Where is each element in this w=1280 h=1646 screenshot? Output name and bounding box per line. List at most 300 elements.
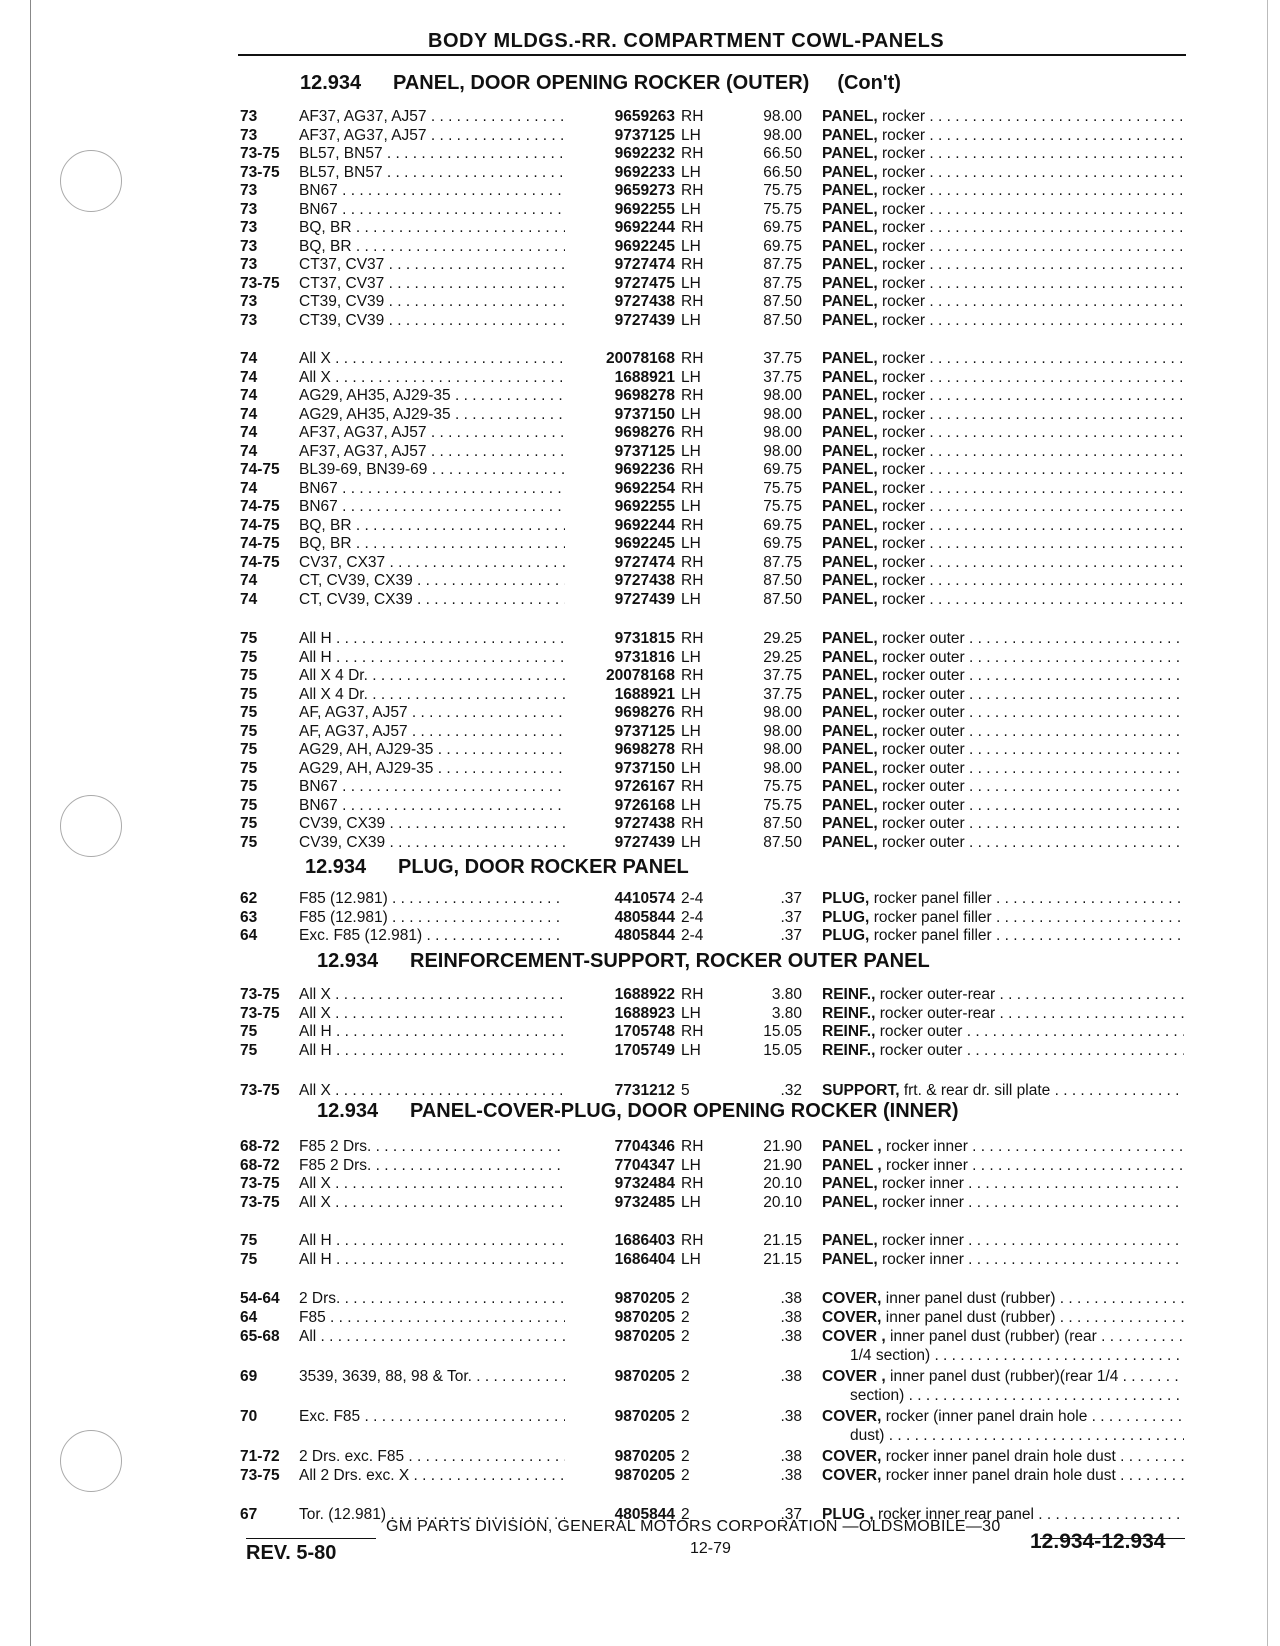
side-or-qty: LH	[681, 834, 701, 851]
part-detail-continued: dust) . . .	[850, 1427, 1184, 1445]
parts-row	[0, 554, 1280, 572]
model-codes-text: AG29, AH, AJ29-35	[299, 741, 434, 758]
part-number: 9692254	[614, 480, 675, 497]
model-year: 73-75	[240, 1194, 280, 1211]
model-codes	[299, 667, 565, 685]
part-detail: inner panel dust (rubber) (rear	[890, 1328, 1097, 1345]
part-name: PANEL,	[822, 369, 878, 386]
part-number: 1686403	[614, 1232, 675, 1249]
part-number: 9737150	[614, 406, 675, 423]
model-codes-text: CT39, CV39	[299, 293, 385, 310]
model-codes	[299, 1023, 565, 1041]
model-codes	[299, 1175, 565, 1193]
part-detail: rocker	[882, 480, 926, 497]
side-or-qty: 2	[681, 1328, 690, 1345]
part-detail: rocker	[882, 293, 926, 310]
list-price: 98.00	[763, 108, 802, 125]
parts-row	[0, 461, 1280, 479]
model-codes-text: AG29, AH35, AJ29-35	[299, 406, 451, 423]
parts-row	[0, 1467, 1280, 1485]
model-codes	[299, 572, 565, 590]
part-description	[822, 1290, 1184, 1308]
list-price: .37	[780, 927, 802, 944]
side-or-qty: LH	[681, 686, 701, 703]
part-detail: rocker inner	[882, 1232, 964, 1249]
part-name: PANEL,	[822, 1232, 878, 1249]
part-description	[822, 127, 1184, 145]
model-codes-text: AF37, AG37, AJ57	[299, 127, 427, 144]
model-codes	[299, 108, 565, 126]
part-name: COVER,	[822, 1408, 882, 1425]
list-price: 21.90	[763, 1157, 802, 1174]
part-number: 9698276	[614, 704, 675, 721]
model-codes-text: AF, AG37, AJ57	[299, 723, 408, 740]
parts-row	[0, 1082, 1280, 1100]
part-name: PANEL,	[822, 219, 878, 236]
part-number: 9870205	[614, 1368, 675, 1385]
parts-row	[0, 1157, 1280, 1175]
model-year: 75	[240, 778, 258, 795]
side-or-qty: LH	[681, 443, 701, 460]
parts-row	[0, 1194, 1280, 1212]
part-number: 9692245	[614, 238, 675, 255]
model-codes-text: BQ, BR	[299, 238, 352, 255]
part-number: 9659263	[614, 108, 675, 125]
parts-row	[0, 704, 1280, 722]
list-price: 87.50	[763, 312, 802, 329]
part-number: 1705748	[614, 1023, 675, 1040]
model-year: 73-75	[240, 1467, 280, 1484]
parts-row	[0, 498, 1280, 516]
parts-row	[0, 127, 1280, 145]
part-detail: rocker outer	[882, 797, 965, 814]
part-name: PLUG,	[822, 909, 870, 926]
part-detail: rocker	[882, 517, 926, 534]
list-price: 98.00	[763, 741, 802, 758]
part-name: COVER,	[822, 1309, 882, 1326]
part-description	[822, 1309, 1184, 1327]
side-or-qty: RH	[681, 480, 704, 497]
parts-row	[0, 1408, 1280, 1426]
model-codes-text: CT39, CV39	[299, 312, 385, 329]
part-detail: rocker	[882, 369, 926, 386]
list-price: .37	[780, 890, 802, 907]
part-description	[822, 406, 1184, 424]
model-codes	[299, 387, 565, 405]
side-or-qty: RH	[681, 741, 704, 758]
model-codes-text: AF, AG37, AJ57	[299, 704, 408, 721]
parts-row	[0, 927, 1280, 945]
part-number: 9692233	[614, 164, 675, 181]
list-price: 87.50	[763, 815, 802, 832]
model-codes-text: CT37, CV37	[299, 275, 385, 292]
part-description	[822, 890, 1184, 908]
part-description	[822, 815, 1184, 833]
list-price: .37	[780, 909, 802, 926]
part-detail: rocker inner	[886, 1138, 968, 1155]
model-codes-text: BN67	[299, 498, 338, 515]
parts-row	[0, 369, 1280, 387]
part-detail: rocker inner	[882, 1194, 964, 1211]
model-year: 75	[240, 760, 258, 777]
part-detail: rocker	[882, 387, 926, 404]
parts-row	[0, 686, 1280, 704]
parts-row	[0, 1042, 1280, 1060]
part-description	[822, 1368, 1184, 1386]
side-or-qty: 2-4	[681, 909, 704, 926]
part-description	[822, 1005, 1184, 1023]
part-name: PANEL,	[822, 256, 878, 273]
model-codes	[299, 498, 565, 516]
part-description	[822, 723, 1184, 741]
model-codes-text: AF37, AG37, AJ57	[299, 443, 427, 460]
parts-row	[0, 667, 1280, 685]
model-codes-text: BN67	[299, 182, 338, 199]
side-or-qty: RH	[681, 517, 704, 534]
list-price: 98.00	[763, 406, 802, 423]
model-year: 73-75	[240, 1005, 280, 1022]
list-price: .38	[780, 1408, 802, 1425]
model-year: 75	[240, 797, 258, 814]
model-year: 75	[240, 815, 258, 832]
part-name: PANEL,	[822, 498, 878, 515]
model-year: 74	[240, 591, 258, 608]
list-price: 75.75	[763, 182, 802, 199]
part-detail: rocker	[882, 275, 926, 292]
part-number: 9727439	[614, 591, 675, 608]
model-codes-text: BL57, BN57	[299, 145, 383, 162]
model-codes	[299, 424, 565, 442]
part-number: 9727439	[614, 312, 675, 329]
part-detail: rocker	[882, 256, 926, 273]
model-year: 75	[240, 630, 258, 647]
parts-row	[0, 723, 1280, 741]
part-description	[822, 369, 1184, 387]
list-price: 87.50	[763, 591, 802, 608]
part-detail: rocker inner	[886, 1157, 968, 1174]
model-codes-text: CV39, CX39	[299, 834, 386, 851]
model-codes-text: All X 4 Dr.	[299, 667, 368, 684]
list-price: 75.75	[763, 797, 802, 814]
model-year: 73	[240, 256, 258, 273]
part-description	[822, 201, 1184, 219]
model-year: 69	[240, 1368, 258, 1385]
model-year: 75	[240, 1023, 258, 1040]
parts-row	[0, 164, 1280, 182]
part-detail: rocker	[882, 219, 926, 236]
part-name: PANEL,	[822, 797, 878, 814]
model-year: 75	[240, 1042, 258, 1059]
side-or-qty: LH	[681, 312, 701, 329]
part-name: PANEL,	[822, 443, 878, 460]
part-number: 9870205	[614, 1309, 675, 1326]
part-name: PANEL,	[822, 164, 878, 181]
part-name: SUPPORT,	[822, 1082, 900, 1099]
part-description	[822, 1138, 1184, 1156]
part-detail: rocker inner panel drain hole dust	[885, 1467, 1116, 1484]
model-year: 73	[240, 182, 258, 199]
list-price: 98.00	[763, 704, 802, 721]
part-description	[822, 219, 1184, 237]
list-price: .37	[780, 1506, 802, 1523]
side-or-qty: RH	[681, 108, 704, 125]
part-detail: rocker	[882, 424, 926, 441]
model-codes	[299, 554, 565, 572]
part-detail: rocker	[882, 406, 926, 423]
parts-row	[0, 760, 1280, 778]
list-price: 20.10	[763, 1175, 802, 1192]
part-name: PANEL,	[822, 145, 878, 162]
list-price: 87.50	[763, 572, 802, 589]
model-year: 70	[240, 1408, 258, 1425]
section-number: 12.934	[305, 856, 367, 878]
part-number: 1686404	[614, 1251, 675, 1268]
part-description	[822, 741, 1184, 759]
model-codes-text: 2 Drs.	[299, 1290, 341, 1307]
part-detail: rocker outer	[879, 1042, 963, 1059]
part-name: PANEL ,	[822, 1157, 882, 1174]
model-year: 74	[240, 387, 258, 404]
part-name: PANEL,	[822, 517, 878, 534]
model-codes	[299, 1290, 565, 1308]
part-detail: rocker outer	[882, 649, 965, 666]
part-name: PANEL,	[822, 1175, 878, 1192]
part-name: PANEL,	[822, 630, 878, 647]
model-codes-text: All X	[299, 986, 331, 1003]
parts-row-continuation	[0, 1347, 1280, 1365]
part-detail: rocker outer-rear	[879, 1005, 996, 1022]
model-codes	[299, 927, 565, 945]
part-name: PANEL,	[822, 424, 878, 441]
part-description	[822, 554, 1184, 572]
part-description	[822, 443, 1184, 461]
parts-row	[0, 350, 1280, 368]
model-year: 75	[240, 649, 258, 666]
part-number: 1688921	[614, 686, 675, 703]
part-name: REINF.,	[822, 1005, 876, 1022]
model-codes	[299, 986, 565, 1004]
model-year: 64	[240, 927, 258, 944]
part-number: 9692244	[614, 219, 675, 236]
side-or-qty: LH	[681, 1251, 701, 1268]
list-price: 37.75	[763, 667, 802, 684]
list-price: 69.75	[763, 517, 802, 534]
list-price: 69.75	[763, 219, 802, 236]
model-year: 75	[240, 667, 258, 684]
part-name: COVER,	[822, 1290, 882, 1307]
part-number: 9737125	[614, 127, 675, 144]
side-or-qty: RH	[681, 815, 704, 832]
part-name: PANEL,	[822, 1251, 878, 1268]
side-or-qty: LH	[681, 723, 701, 740]
part-name: PANEL,	[822, 741, 878, 758]
part-description	[822, 591, 1184, 609]
part-detail: rocker outer	[882, 686, 965, 703]
part-name: PANEL,	[822, 238, 878, 255]
model-codes	[299, 1328, 565, 1346]
model-codes	[299, 127, 565, 145]
model-codes	[299, 630, 565, 648]
part-name: COVER ,	[822, 1368, 886, 1385]
section-heading	[317, 950, 930, 973]
parts-row	[0, 275, 1280, 293]
model-codes	[299, 517, 565, 535]
model-year: 75	[240, 1251, 258, 1268]
list-price: 87.50	[763, 293, 802, 310]
part-detail-continued: 1/4 section) . . .	[850, 1347, 1184, 1365]
parts-row	[0, 312, 1280, 330]
side-or-qty: 2	[681, 1290, 690, 1307]
part-number: 4805844	[614, 927, 675, 944]
part-description	[822, 517, 1184, 535]
model-codes	[299, 535, 565, 553]
section-suffix: (Con't)	[837, 72, 901, 94]
model-codes-text: BN67	[299, 480, 338, 497]
part-description	[822, 256, 1184, 274]
parts-row	[0, 182, 1280, 200]
part-description	[822, 649, 1184, 667]
footer-rule-left	[246, 1538, 376, 1539]
section-title-text: PANEL-COVER-PLUG, DOOR OPENING ROCKER (INNER)	[410, 1100, 959, 1122]
part-name: PANEL,	[822, 406, 878, 423]
model-codes	[299, 443, 565, 461]
part-number: 7731212	[614, 1082, 675, 1099]
part-number: 9737150	[614, 760, 675, 777]
model-codes-text: CV39, CX39	[299, 815, 386, 832]
list-price: 3.80	[771, 1005, 802, 1022]
part-name: PANEL,	[822, 686, 878, 703]
model-codes	[299, 1082, 565, 1100]
model-codes	[299, 256, 565, 274]
parts-row	[0, 387, 1280, 405]
model-codes	[299, 1309, 565, 1327]
side-or-qty: RH	[681, 256, 704, 273]
part-number: 9698278	[614, 387, 675, 404]
part-description	[822, 480, 1184, 498]
part-detail: rocker	[882, 312, 926, 329]
side-or-qty: RH	[681, 572, 704, 589]
page-header-title: BODY MLDGS.-RR. COMPARTMENT COWL-PANELS	[428, 30, 945, 52]
model-codes	[299, 201, 565, 219]
part-detail: rocker	[882, 572, 926, 589]
part-name: PANEL,	[822, 293, 878, 310]
parts-row	[0, 1328, 1280, 1346]
parts-row	[0, 443, 1280, 461]
part-number: 7704347	[614, 1157, 675, 1174]
part-name: PANEL,	[822, 275, 878, 292]
part-number: 9659273	[614, 182, 675, 199]
part-detail-continued: section) . . .	[850, 1387, 1184, 1405]
list-price: 69.75	[763, 238, 802, 255]
model-year: 74	[240, 406, 258, 423]
list-price: 98.00	[763, 723, 802, 740]
part-name: PANEL,	[822, 1194, 878, 1211]
model-codes	[299, 312, 565, 330]
side-or-qty: LH	[681, 127, 701, 144]
list-price: 69.75	[763, 461, 802, 478]
side-or-qty: LH	[681, 201, 701, 218]
model-codes	[299, 1408, 565, 1426]
model-codes	[299, 1157, 565, 1175]
list-price: 21.15	[763, 1232, 802, 1249]
side-or-qty: LH	[681, 535, 701, 552]
parts-row	[0, 108, 1280, 126]
parts-row	[0, 741, 1280, 759]
part-description	[822, 535, 1184, 553]
list-price: 75.75	[763, 201, 802, 218]
part-description	[822, 1082, 1184, 1100]
side-or-qty: LH	[681, 369, 701, 386]
footer-publisher: GM PARTS DIVISION, GENERAL MOTORS CORPORATION —OLDSMOBILE—30	[386, 1518, 1001, 1535]
side-or-qty: LH	[681, 164, 701, 181]
parts-row	[0, 256, 1280, 274]
model-year: 73-75	[240, 145, 280, 162]
part-number: 9732484	[614, 1175, 675, 1192]
part-description	[822, 312, 1184, 330]
side-or-qty: RH	[681, 145, 704, 162]
section-heading	[300, 72, 901, 95]
model-year: 74-75	[240, 554, 280, 571]
list-price: 15.05	[763, 1023, 802, 1040]
model-codes-text: BL39-69, BN39-69	[299, 461, 428, 478]
model-codes	[299, 649, 565, 667]
model-codes-text: AF37, AG37, AJ57	[299, 108, 427, 125]
model-year: 67	[240, 1506, 258, 1523]
parts-row	[0, 1138, 1280, 1156]
side-or-qty: RH	[681, 387, 704, 404]
model-codes	[299, 723, 565, 741]
list-price: 87.75	[763, 275, 802, 292]
model-codes	[299, 238, 565, 256]
part-number: 9727474	[614, 256, 675, 273]
side-or-qty: RH	[681, 293, 704, 310]
model-codes-text: All 2 Drs. exc. X	[299, 1467, 410, 1484]
part-detail: rocker panel filler	[873, 909, 992, 926]
part-detail: rocker outer	[882, 704, 965, 721]
part-detail: rocker	[882, 182, 926, 199]
section-number: 12.934	[317, 1100, 379, 1122]
model-codes-text: AF37, AG37, AJ57	[299, 424, 427, 441]
part-detail: rocker	[882, 164, 926, 181]
section-number: 12.934	[317, 950, 379, 972]
part-number: 9870205	[614, 1448, 675, 1465]
part-number: 20078168	[606, 350, 675, 367]
side-or-qty: RH	[681, 630, 704, 647]
part-detail: rocker outer	[882, 834, 965, 851]
parts-row	[0, 1005, 1280, 1023]
model-codes-text: All H	[299, 1023, 332, 1040]
parts-row	[0, 1175, 1280, 1193]
part-detail: rocker outer	[882, 723, 965, 740]
model-codes-text: AG29, AH35, AJ29-35	[299, 387, 451, 404]
part-description	[822, 986, 1184, 1004]
model-codes-text: 2 Drs. exc. F85	[299, 1448, 405, 1465]
list-price: 87.75	[763, 554, 802, 571]
side-or-qty: LH	[681, 1005, 701, 1022]
part-name: PANEL,	[822, 535, 878, 552]
model-codes	[299, 369, 565, 387]
part-description	[822, 498, 1184, 516]
side-or-qty: LH	[681, 238, 701, 255]
parts-row	[0, 591, 1280, 609]
list-price: 98.00	[763, 387, 802, 404]
part-number: 9727438	[614, 572, 675, 589]
list-price: .32	[780, 1082, 802, 1099]
model-codes-text: BQ, BR	[299, 535, 352, 552]
list-price: 66.50	[763, 145, 802, 162]
parts-row	[0, 1251, 1280, 1269]
part-name: PANEL,	[822, 387, 878, 404]
